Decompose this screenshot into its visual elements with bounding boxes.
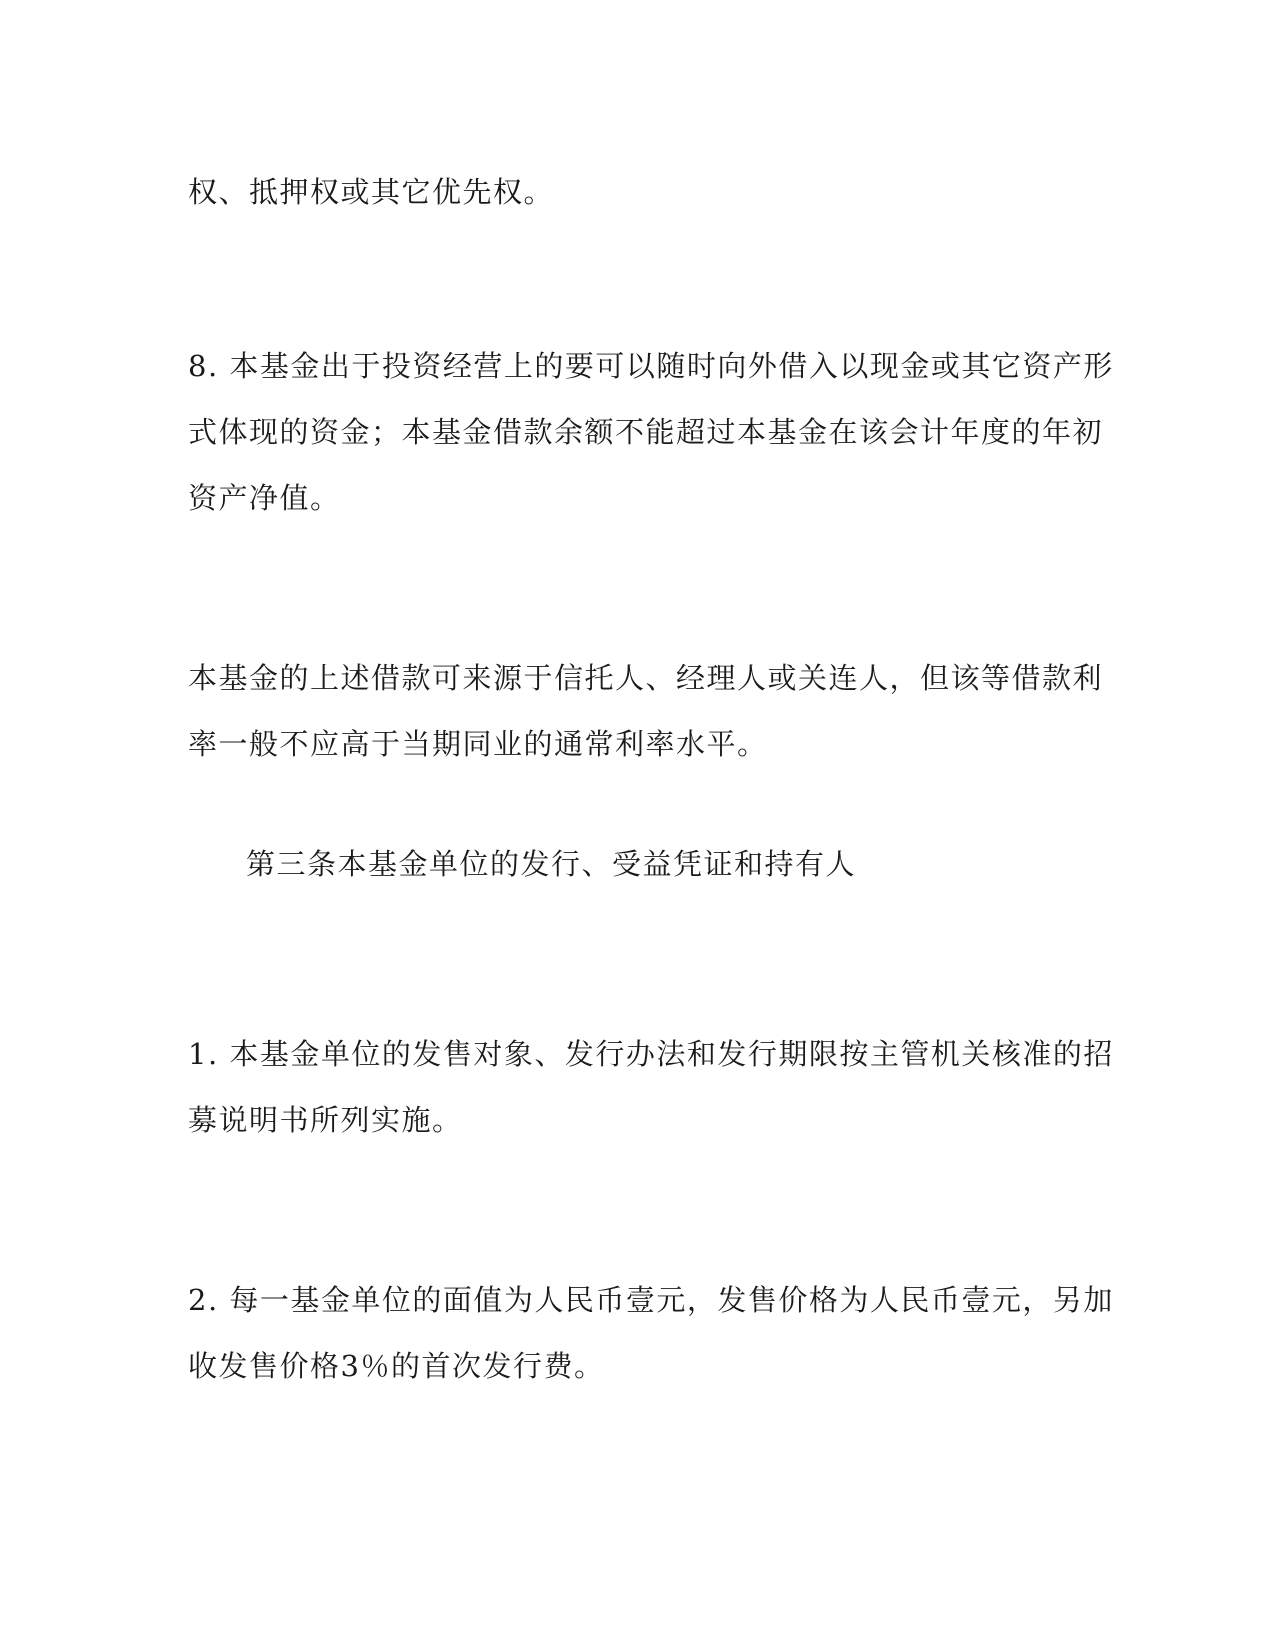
- paragraph-4-line-2: 募说明书所列实施。: [188, 1103, 463, 1137]
- paragraph-5-line-2: 收发售价格3％的首次发行费。: [188, 1349, 605, 1383]
- paragraph-5-line-1: 2. 每一基金单位的面值为人民币壹元，发售价格为人民币壹元，另加: [188, 1283, 1114, 1317]
- paragraph-3-line-2: 率一般不应高于当期同业的通常利率水平。: [188, 727, 768, 761]
- section-heading: 第三条本基金单位的发行、受益凭证和持有人: [246, 847, 857, 881]
- paragraph-2-line-1: 8. 本基金出于投资经营上的要可以随时向外借入以现金或其它资产形: [188, 349, 1114, 383]
- paragraph-4-line-1: 1. 本基金单位的发售对象、发行办法和发行期限按主管机关核准的招: [188, 1037, 1114, 1071]
- paragraph-1-line-1: 权、抵押权或其它优先权。: [188, 175, 555, 209]
- paragraph-3-line-1: 本基金的上述借款可来源于信托人、经理人或关连人，但该等借款利: [188, 661, 1104, 695]
- paragraph-2-line-3: 资产净值。: [188, 481, 341, 515]
- paragraph-2-line-2: 式体现的资金；本基金借款余额不能超过本基金在该会计年度的年初: [188, 415, 1104, 449]
